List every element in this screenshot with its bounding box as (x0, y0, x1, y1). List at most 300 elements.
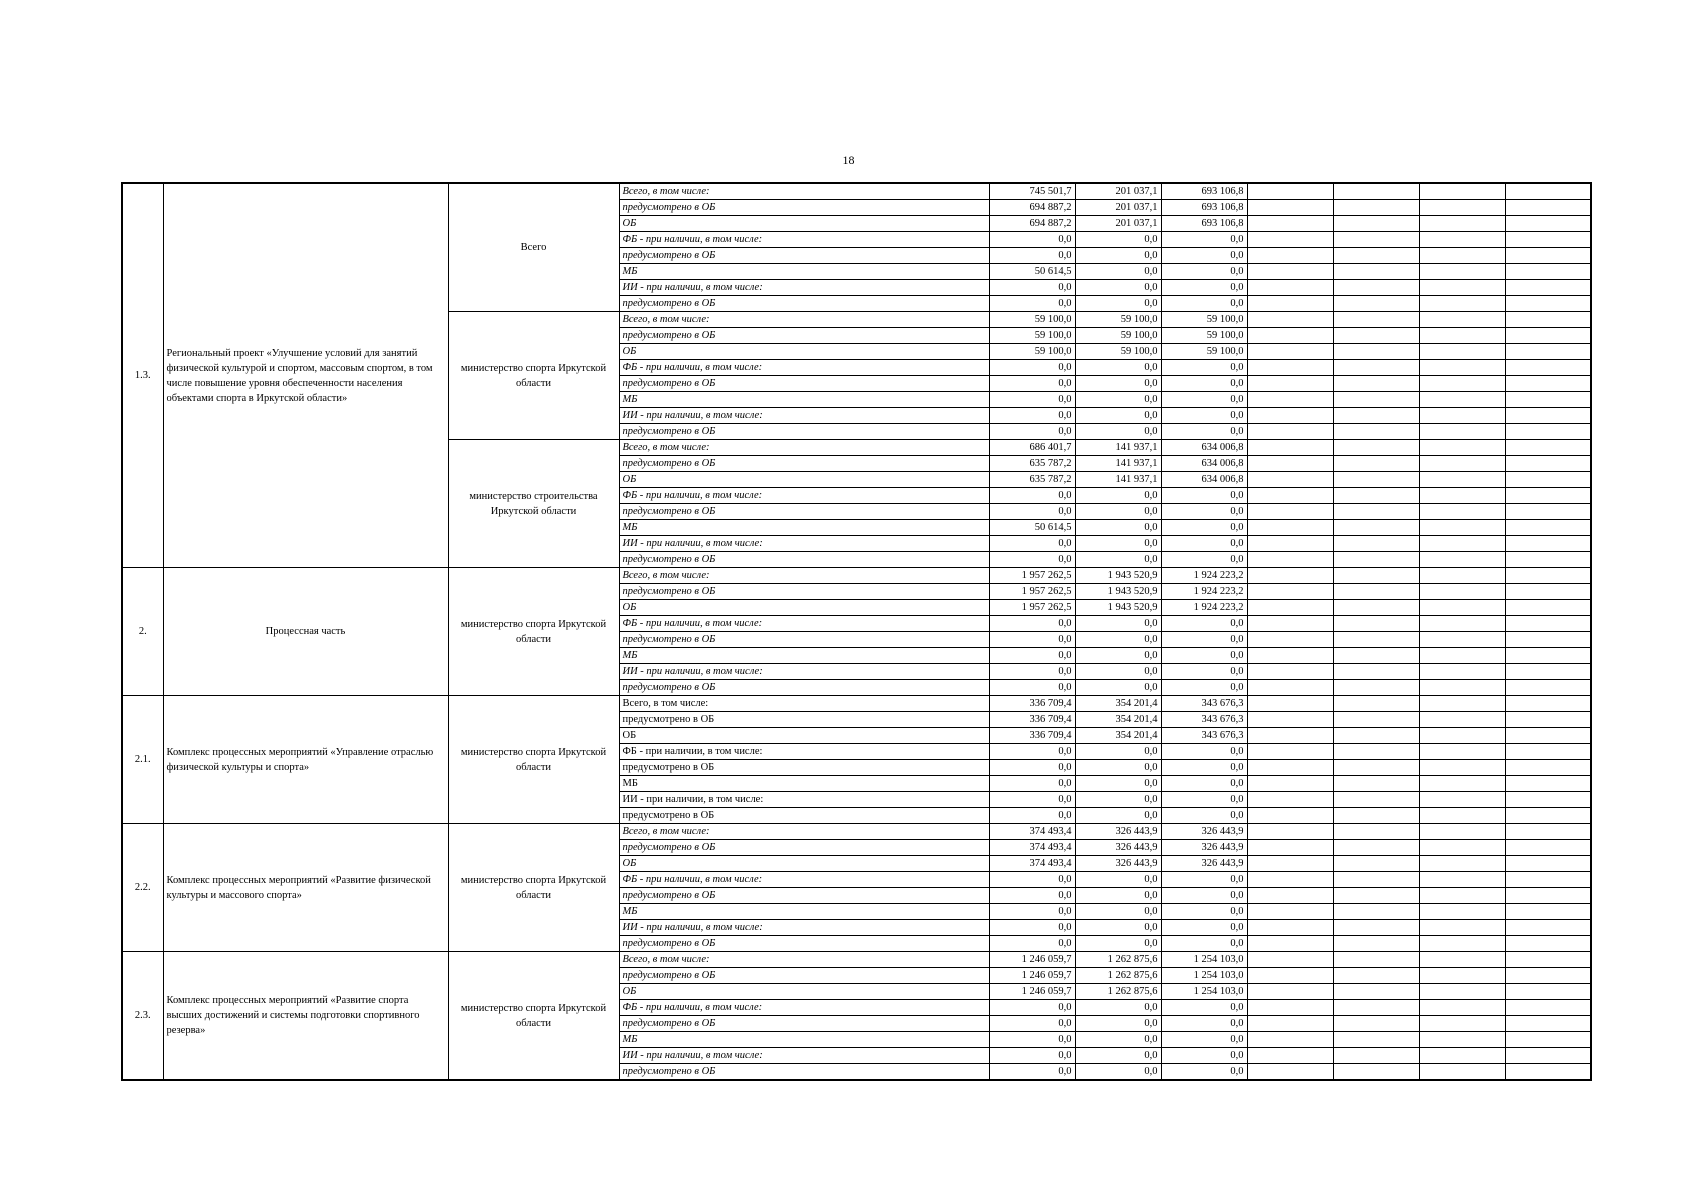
amount-cell: 59 100,0 (1075, 344, 1161, 360)
amount-cell: 1 246 059,7 (989, 968, 1075, 984)
amount-cell: 0,0 (1075, 264, 1161, 280)
empty-cell (1247, 200, 1333, 216)
empty-cell (1247, 216, 1333, 232)
empty-cell (1333, 408, 1419, 424)
empty-cell (1247, 696, 1333, 712)
funding-source: ИИ - при наличии, в том числе: (619, 280, 989, 296)
empty-cell (1505, 312, 1591, 328)
empty-cell (1419, 248, 1505, 264)
amount-cell: 0,0 (1161, 776, 1247, 792)
executor: министерство строительства Иркутской области (448, 440, 619, 568)
amount-cell: 0,0 (1075, 392, 1161, 408)
empty-cell (1247, 424, 1333, 440)
empty-cell (1333, 648, 1419, 664)
amount-cell: 326 443,9 (1075, 856, 1161, 872)
amount-cell: 59 100,0 (1161, 344, 1247, 360)
amount-cell: 0,0 (1075, 552, 1161, 568)
amount-cell: 0,0 (1075, 1064, 1161, 1081)
empty-cell (1419, 952, 1505, 968)
amount-cell: 141 937,1 (1075, 456, 1161, 472)
empty-cell (1247, 872, 1333, 888)
amount-cell: 693 106,8 (1161, 216, 1247, 232)
amount-cell: 0,0 (989, 424, 1075, 440)
empty-cell (1333, 968, 1419, 984)
amount-cell: 0,0 (989, 1016, 1075, 1032)
empty-cell (1505, 808, 1591, 824)
funding-source: предусмотрено в ОБ (619, 456, 989, 472)
empty-cell (1419, 1064, 1505, 1081)
empty-cell (1419, 1000, 1505, 1016)
amount-cell: 694 887,2 (989, 216, 1075, 232)
funding-source: предусмотрено в ОБ (619, 200, 989, 216)
empty-cell (1419, 568, 1505, 584)
empty-cell (1419, 488, 1505, 504)
funding-source: МБ (619, 904, 989, 920)
empty-cell (1247, 760, 1333, 776)
amount-cell: 374 493,4 (989, 840, 1075, 856)
amount-cell: 1 924 223,2 (1161, 584, 1247, 600)
amount-cell: 336 709,4 (989, 712, 1075, 728)
empty-cell (1333, 376, 1419, 392)
empty-cell (1419, 648, 1505, 664)
empty-cell (1505, 328, 1591, 344)
amount-cell: 0,0 (989, 808, 1075, 824)
empty-cell (1505, 936, 1591, 952)
empty-cell (1505, 1064, 1591, 1081)
amount-cell: 354 201,4 (1075, 696, 1161, 712)
amount-cell: 201 037,1 (1075, 216, 1161, 232)
amount-cell: 0,0 (1075, 248, 1161, 264)
empty-cell (1333, 728, 1419, 744)
amount-cell: 0,0 (1075, 904, 1161, 920)
amount-cell: 635 787,2 (989, 456, 1075, 472)
amount-cell: 50 614,5 (989, 264, 1075, 280)
amount-cell: 634 006,8 (1161, 456, 1247, 472)
funding-source: ОБ (619, 856, 989, 872)
amount-cell: 0,0 (1161, 520, 1247, 536)
section-name: Процессная часть (163, 568, 448, 696)
empty-cell (1247, 344, 1333, 360)
amount-cell: 0,0 (1161, 488, 1247, 504)
amount-cell: 745 501,7 (989, 183, 1075, 200)
funding-source: предусмотрено в ОБ (619, 552, 989, 568)
amount-cell: 343 676,3 (1161, 712, 1247, 728)
empty-cell (1419, 1032, 1505, 1048)
funding-source: Всего, в том числе: (619, 440, 989, 456)
funding-source: ИИ - при наличии, в том числе: (619, 920, 989, 936)
empty-cell (1419, 744, 1505, 760)
empty-cell (1505, 952, 1591, 968)
empty-cell (1419, 376, 1505, 392)
empty-cell (1247, 312, 1333, 328)
amount-cell: 0,0 (1075, 744, 1161, 760)
funding-source: МБ (619, 1032, 989, 1048)
amount-cell: 336 709,4 (989, 728, 1075, 744)
empty-cell (1247, 824, 1333, 840)
funding-source: предусмотрено в ОБ (619, 584, 989, 600)
amount-cell: 0,0 (1161, 616, 1247, 632)
funding-source: предусмотрено в ОБ (619, 840, 989, 856)
amount-cell: 0,0 (989, 408, 1075, 424)
amount-cell: 0,0 (989, 1048, 1075, 1064)
funding-source: ИИ - при наличии, в том числе: (619, 536, 989, 552)
empty-cell (1247, 712, 1333, 728)
amount-cell: 0,0 (1075, 504, 1161, 520)
executor: министерство спорта Иркутской области (448, 952, 619, 1081)
amount-cell: 326 443,9 (1075, 840, 1161, 856)
amount-cell: 1 246 059,7 (989, 952, 1075, 968)
empty-cell (1505, 568, 1591, 584)
amount-cell: 1 254 103,0 (1161, 984, 1247, 1000)
amount-cell: 374 493,4 (989, 856, 1075, 872)
amount-cell: 326 443,9 (1161, 824, 1247, 840)
funding-source: ФБ - при наличии, в том числе: (619, 1000, 989, 1016)
empty-cell (1419, 824, 1505, 840)
amount-cell: 0,0 (989, 1000, 1075, 1016)
section-name: Комплекс процессных мероприятий «Развитие физической культуры и массового спорта» (163, 824, 448, 952)
section-number: 2.1. (122, 696, 163, 824)
amount-cell: 0,0 (989, 488, 1075, 504)
empty-cell (1333, 872, 1419, 888)
amount-cell: 0,0 (1075, 1016, 1161, 1032)
empty-cell (1247, 968, 1333, 984)
funding-source: предусмотрено в ОБ (619, 936, 989, 952)
amount-cell: 326 443,9 (1161, 856, 1247, 872)
section-name: Комплекс процессных мероприятий «Развитие спорта высших достижений и системы подготовки спортивного резерва» (163, 952, 448, 1081)
empty-cell (1247, 584, 1333, 600)
empty-cell (1333, 568, 1419, 584)
empty-cell (1247, 936, 1333, 952)
funding-source: предусмотрено в ОБ (619, 1016, 989, 1032)
empty-cell (1505, 456, 1591, 472)
empty-cell (1247, 456, 1333, 472)
amount-cell: 0,0 (1161, 648, 1247, 664)
empty-cell (1333, 456, 1419, 472)
empty-cell (1419, 696, 1505, 712)
amount-cell: 0,0 (989, 664, 1075, 680)
amount-cell: 0,0 (989, 776, 1075, 792)
empty-cell (1505, 488, 1591, 504)
amount-cell: 0,0 (1161, 1048, 1247, 1064)
amount-cell: 0,0 (1161, 408, 1247, 424)
empty-cell (1419, 296, 1505, 312)
amount-cell: 0,0 (989, 872, 1075, 888)
funding-source: ФБ - при наличии, в том числе: (619, 744, 989, 760)
amount-cell: 336 709,4 (989, 696, 1075, 712)
funding-source: ОБ (619, 216, 989, 232)
empty-cell (1505, 632, 1591, 648)
amount-cell: 693 106,8 (1161, 200, 1247, 216)
empty-cell (1419, 808, 1505, 824)
empty-cell (1505, 792, 1591, 808)
funding-source: предусмотрено в ОБ (619, 888, 989, 904)
empty-cell (1247, 920, 1333, 936)
amount-cell: 0,0 (1161, 360, 1247, 376)
amount-cell: 59 100,0 (1075, 328, 1161, 344)
amount-cell: 686 401,7 (989, 440, 1075, 456)
empty-cell (1505, 296, 1591, 312)
empty-cell (1505, 840, 1591, 856)
amount-cell: 326 443,9 (1075, 824, 1161, 840)
amount-cell: 1 924 223,2 (1161, 600, 1247, 616)
amount-cell: 1 262 875,6 (1075, 984, 1161, 1000)
empty-cell (1419, 584, 1505, 600)
funding-source: предусмотрено в ОБ (619, 424, 989, 440)
empty-cell (1247, 360, 1333, 376)
amount-cell: 0,0 (1075, 232, 1161, 248)
amount-cell: 0,0 (989, 616, 1075, 632)
funding-source: предусмотрено в ОБ (619, 680, 989, 696)
amount-cell: 0,0 (1075, 664, 1161, 680)
empty-cell (1419, 312, 1505, 328)
empty-cell (1419, 840, 1505, 856)
empty-cell (1333, 216, 1419, 232)
financing-table (121, 182, 1592, 1081)
empty-cell (1247, 1048, 1333, 1064)
funding-source: предусмотрено в ОБ (619, 376, 989, 392)
amount-cell: 1 246 059,7 (989, 984, 1075, 1000)
empty-cell (1419, 183, 1505, 200)
empty-cell (1247, 1016, 1333, 1032)
empty-cell (1505, 248, 1591, 264)
empty-cell (1419, 680, 1505, 696)
empty-cell (1333, 744, 1419, 760)
funding-source: ОБ (619, 344, 989, 360)
empty-cell (1505, 232, 1591, 248)
empty-cell (1419, 936, 1505, 952)
empty-cell (1419, 504, 1505, 520)
empty-cell (1505, 200, 1591, 216)
empty-cell (1419, 456, 1505, 472)
amount-cell: 0,0 (989, 248, 1075, 264)
funding-source: предусмотрено в ОБ (619, 1064, 989, 1081)
funding-source: предусмотрено в ОБ (619, 296, 989, 312)
amount-cell: 1 924 223,2 (1161, 568, 1247, 584)
amount-cell: 0,0 (989, 504, 1075, 520)
amount-cell: 0,0 (1161, 792, 1247, 808)
funding-source: МБ (619, 392, 989, 408)
empty-cell (1333, 856, 1419, 872)
empty-cell (1419, 552, 1505, 568)
amount-cell: 0,0 (1075, 360, 1161, 376)
executor: министерство спорта Иркутской области (448, 312, 619, 440)
empty-cell (1505, 776, 1591, 792)
funding-source: предусмотрено в ОБ (619, 808, 989, 824)
empty-cell (1247, 183, 1333, 200)
empty-cell (1247, 488, 1333, 504)
empty-cell (1247, 248, 1333, 264)
amount-cell: 0,0 (1075, 760, 1161, 776)
empty-cell (1419, 520, 1505, 536)
amount-cell: 1 254 103,0 (1161, 968, 1247, 984)
empty-cell (1247, 408, 1333, 424)
empty-cell (1419, 408, 1505, 424)
empty-cell (1247, 632, 1333, 648)
empty-cell (1505, 183, 1591, 200)
empty-cell (1333, 680, 1419, 696)
empty-cell (1247, 296, 1333, 312)
amount-cell: 0,0 (1161, 424, 1247, 440)
amount-cell: 0,0 (1075, 296, 1161, 312)
executor: министерство спорта Иркутской области (448, 824, 619, 952)
amount-cell: 0,0 (1161, 1000, 1247, 1016)
amount-cell: 0,0 (1161, 280, 1247, 296)
empty-cell (1505, 648, 1591, 664)
amount-cell: 59 100,0 (989, 328, 1075, 344)
amount-cell: 0,0 (1161, 1064, 1247, 1081)
table-row (122, 568, 1591, 584)
amount-cell: 0,0 (1161, 760, 1247, 776)
amount-cell: 0,0 (1161, 680, 1247, 696)
empty-cell (1419, 472, 1505, 488)
amount-cell: 201 037,1 (1075, 200, 1161, 216)
amount-cell: 0,0 (1161, 664, 1247, 680)
empty-cell (1333, 504, 1419, 520)
amount-cell: 0,0 (1161, 920, 1247, 936)
empty-cell (1505, 760, 1591, 776)
section-number: 2.2. (122, 824, 163, 952)
funding-source: МБ (619, 648, 989, 664)
funding-source: МБ (619, 264, 989, 280)
empty-cell (1419, 1048, 1505, 1064)
empty-cell (1333, 1000, 1419, 1016)
amount-cell: 1 957 262,5 (989, 568, 1075, 584)
empty-cell (1419, 424, 1505, 440)
amount-cell: 0,0 (1075, 1032, 1161, 1048)
table-row (122, 183, 1591, 200)
empty-cell (1247, 616, 1333, 632)
empty-cell (1505, 680, 1591, 696)
amount-cell: 694 887,2 (989, 200, 1075, 216)
funding-source: ФБ - при наличии, в том числе: (619, 232, 989, 248)
amount-cell: 0,0 (1075, 920, 1161, 936)
funding-source: ИИ - при наличии, в том числе: (619, 792, 989, 808)
empty-cell (1505, 664, 1591, 680)
empty-cell (1505, 1032, 1591, 1048)
amount-cell: 0,0 (1075, 680, 1161, 696)
empty-cell (1247, 792, 1333, 808)
empty-cell (1333, 904, 1419, 920)
empty-cell (1247, 776, 1333, 792)
amount-cell: 0,0 (1161, 504, 1247, 520)
empty-cell (1333, 360, 1419, 376)
amount-cell: 0,0 (1161, 808, 1247, 824)
empty-cell (1333, 232, 1419, 248)
amount-cell: 0,0 (989, 632, 1075, 648)
funding-source: ФБ - при наличии, в том числе: (619, 488, 989, 504)
amount-cell: 0,0 (989, 536, 1075, 552)
empty-cell (1419, 328, 1505, 344)
amount-cell: 0,0 (989, 792, 1075, 808)
empty-cell (1333, 264, 1419, 280)
funding-source: предусмотрено в ОБ (619, 632, 989, 648)
empty-cell (1505, 216, 1591, 232)
empty-cell (1333, 472, 1419, 488)
empty-cell (1333, 1032, 1419, 1048)
funding-source: Всего, в том числе: (619, 568, 989, 584)
empty-cell (1419, 264, 1505, 280)
empty-cell (1419, 920, 1505, 936)
executor: Всего (448, 183, 619, 312)
empty-cell (1505, 856, 1591, 872)
funding-source: предусмотрено в ОБ (619, 248, 989, 264)
amount-cell: 326 443,9 (1161, 840, 1247, 856)
empty-cell (1247, 472, 1333, 488)
empty-cell (1419, 600, 1505, 616)
empty-cell (1247, 552, 1333, 568)
empty-cell (1333, 712, 1419, 728)
amount-cell: 0,0 (1161, 904, 1247, 920)
empty-cell (1247, 600, 1333, 616)
empty-cell (1419, 200, 1505, 216)
executor: министерство спорта Иркутской области (448, 696, 619, 824)
empty-cell (1247, 1032, 1333, 1048)
empty-cell (1419, 440, 1505, 456)
amount-cell: 374 493,4 (989, 824, 1075, 840)
empty-cell (1333, 440, 1419, 456)
empty-cell (1505, 1048, 1591, 1064)
empty-cell (1333, 632, 1419, 648)
amount-cell: 0,0 (989, 552, 1075, 568)
empty-cell (1333, 888, 1419, 904)
empty-cell (1333, 696, 1419, 712)
funding-source: ОБ (619, 728, 989, 744)
empty-cell (1333, 760, 1419, 776)
empty-cell (1247, 232, 1333, 248)
empty-cell (1505, 504, 1591, 520)
empty-cell (1333, 808, 1419, 824)
funding-source: ИИ - при наличии, в том числе: (619, 408, 989, 424)
funding-source: МБ (619, 776, 989, 792)
empty-cell (1333, 424, 1419, 440)
amount-cell: 59 100,0 (1075, 312, 1161, 328)
empty-cell (1247, 520, 1333, 536)
empty-cell (1247, 440, 1333, 456)
amount-cell: 0,0 (1161, 376, 1247, 392)
amount-cell: 634 006,8 (1161, 440, 1247, 456)
empty-cell (1505, 360, 1591, 376)
amount-cell: 201 037,1 (1075, 183, 1161, 200)
empty-cell (1333, 536, 1419, 552)
empty-cell (1505, 584, 1591, 600)
amount-cell: 0,0 (1075, 376, 1161, 392)
amount-cell: 1 262 875,6 (1075, 952, 1161, 968)
empty-cell (1333, 1016, 1419, 1032)
funding-source: ИИ - при наличии, в том числе: (619, 664, 989, 680)
amount-cell: 343 676,3 (1161, 728, 1247, 744)
empty-cell (1505, 280, 1591, 296)
empty-cell (1505, 984, 1591, 1000)
empty-cell (1505, 520, 1591, 536)
empty-cell (1333, 952, 1419, 968)
amount-cell: 0,0 (1075, 616, 1161, 632)
amount-cell: 0,0 (989, 1064, 1075, 1081)
empty-cell (1247, 728, 1333, 744)
amount-cell: 141 937,1 (1075, 472, 1161, 488)
empty-cell (1505, 872, 1591, 888)
amount-cell: 0,0 (1161, 264, 1247, 280)
amount-cell: 0,0 (1161, 632, 1247, 648)
amount-cell: 59 100,0 (1161, 328, 1247, 344)
empty-cell (1505, 376, 1591, 392)
amount-cell: 0,0 (1161, 1016, 1247, 1032)
empty-cell (1333, 664, 1419, 680)
empty-cell (1333, 392, 1419, 408)
amount-cell: 0,0 (1075, 1000, 1161, 1016)
empty-cell (1505, 264, 1591, 280)
amount-cell: 0,0 (1075, 632, 1161, 648)
empty-cell (1419, 856, 1505, 872)
